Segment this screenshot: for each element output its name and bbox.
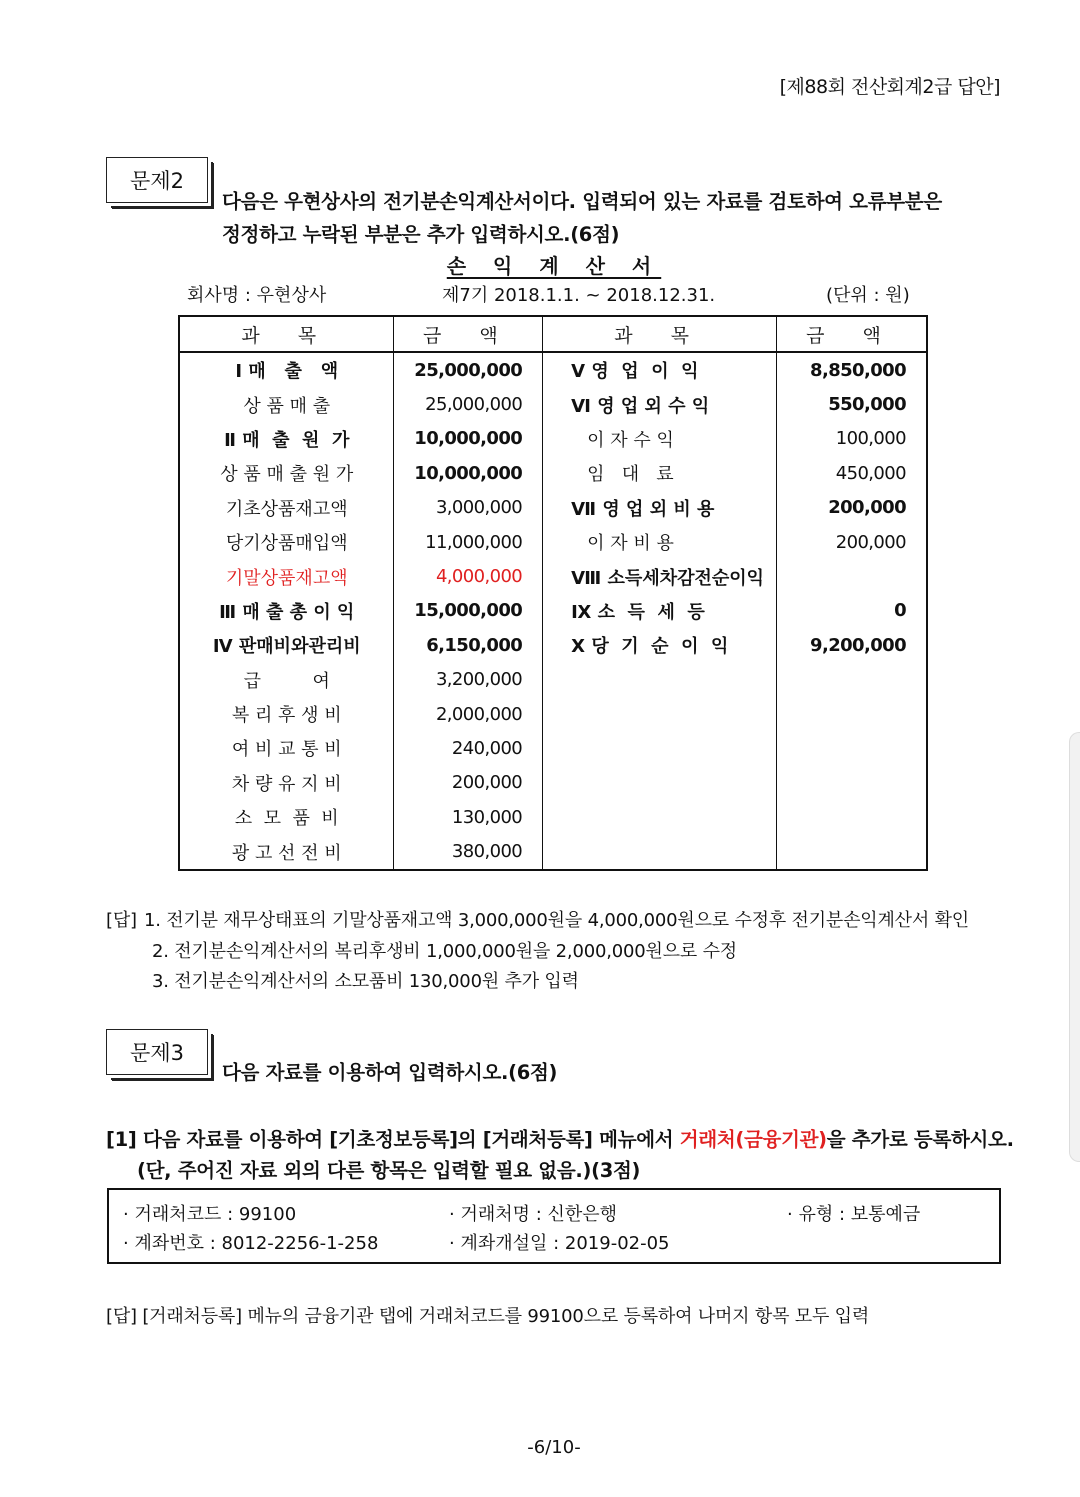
question-2-text-line1: 다음은 우현상사의 전기분손익계산서이다. 입력되어 있는 자료를 검토하여 오류부분은 [222, 190, 942, 213]
table-row [179, 525, 927, 559]
item-cell: Ⅶ 영 업 외 비 용 [543, 491, 777, 525]
header-item-right: 과 목 [543, 316, 777, 352]
amount-cell: 100,000 [776, 422, 927, 456]
vendor-name: · 거래처명 : 신한은행 [449, 1204, 618, 1225]
amount-cell [776, 697, 927, 731]
item-cell [543, 731, 777, 765]
item-cell: Ⅵ 영 업 외 수 익 [543, 387, 777, 421]
amount-cell [776, 731, 927, 765]
table-row [179, 594, 927, 628]
amount-cell [776, 559, 927, 593]
page-number: -6/10- [527, 1437, 581, 1458]
item-cell: 상 품 매 출 원 가 [179, 456, 394, 490]
amount-cell: 450,000 [776, 456, 927, 490]
question-2-text-line2: 정정하고 누락된 부분은 추가 입력하시오.(6점) [222, 223, 620, 246]
vendor-code: · 거래처코드 : 99100 [123, 1204, 297, 1225]
amount-cell: 15,000,000 [394, 594, 543, 628]
item-cell: 상 품 매 출 [179, 387, 394, 421]
vendor-info-box [107, 1188, 1001, 1264]
account-opened-date: · 계좌개설일 : 2019-02-05 [449, 1233, 670, 1254]
item-cell [543, 697, 777, 731]
answer-line-2: 2. 전기분손익계산서의 복리후생비 1,000,000원을 2,000,000원으로 수정 [152, 941, 737, 962]
answer-line-1: 1. 전기분 재무상태표의 기말상품재고액 3,000,000원을 4,000,000원으로 수정후 전기분손익계산서 확인 [144, 910, 969, 931]
unit-label: (단위 : 원) [826, 285, 910, 306]
table-row [179, 800, 927, 834]
item-cell [543, 766, 777, 800]
amount-cell [776, 766, 927, 800]
amount-cell: 3,200,000 [394, 663, 543, 697]
amount-cell: 9,200,000 [776, 628, 927, 662]
statement-title: 손 익 계 산 서 [446, 254, 662, 278]
income-statement-table [178, 315, 928, 871]
item-cell: 여 비 교 통 비 [179, 731, 394, 765]
vendor-type: · 유형 : 보통예금 [787, 1204, 921, 1225]
question-3-sub-1: [1] 다음 자료를 이용하여 [기초정보등록]의 [거래처등록] 메뉴에서 거래처(금융기관)을 추가로 등록하시오. [106, 1128, 1014, 1151]
item-cell: 임 대 료 [543, 456, 777, 490]
company-name: 회사명 : 우현상사 [187, 285, 327, 306]
item-cell: Ⅴ 영 업 이 익 [543, 352, 777, 387]
header-item-left: 과 목 [179, 316, 394, 352]
table-row [179, 387, 927, 421]
fiscal-period: 제7기 2018.1.1. ~ 2018.12.31. [442, 285, 716, 306]
item-cell: 기초상품재고액 [179, 491, 394, 525]
amount-cell: 240,000 [394, 731, 543, 765]
item-cell: Ⅱ 매 출 원 가 [179, 422, 394, 456]
table-row [179, 422, 927, 456]
highlight-text: 거래처(금융기관) [679, 1128, 827, 1151]
amount-cell: 4,000,000 [394, 559, 543, 593]
question-3-sub-1-note: (단, 주어진 자료 외의 다른 항목은 입력할 필요 없음.)(3점) [137, 1159, 641, 1182]
table-row [179, 456, 927, 490]
header-amount-right: 금 액 [776, 316, 927, 352]
table-row [179, 491, 927, 525]
amount-cell: 200,000 [776, 491, 927, 525]
table-row [179, 628, 927, 662]
item-cell: 이 자 수 익 [543, 422, 777, 456]
amount-cell: 3,000,000 [394, 491, 543, 525]
item-cell: 급 여 [179, 663, 394, 697]
item-cell [543, 663, 777, 697]
item-cell: Ⅰ 매 출 액 [179, 352, 394, 387]
table-row [179, 766, 927, 800]
item-cell: 기말상품재고액 [179, 559, 394, 593]
amount-cell: 10,000,000 [394, 422, 543, 456]
amount-cell: 2,000,000 [394, 697, 543, 731]
question-3-label: 문제3 [106, 1029, 208, 1075]
table-row-highlighted [179, 559, 927, 593]
amount-cell: 0 [776, 594, 927, 628]
amount-cell: 10,000,000 [394, 456, 543, 490]
table-header-row [179, 316, 927, 352]
amount-cell: 550,000 [776, 387, 927, 421]
amount-cell: 8,850,000 [776, 352, 927, 387]
item-cell: 당기상품매입액 [179, 525, 394, 559]
amount-cell: 25,000,000 [394, 387, 543, 421]
account-number: · 계좌번호 : 8012-2256-1-258 [123, 1233, 379, 1254]
answer-line-3: 3. 전기분손익계산서의 소모품비 130,000원 추가 입력 [152, 971, 579, 992]
item-cell: Ⅹ 당 기 순 이 익 [543, 628, 777, 662]
table-row [179, 731, 927, 765]
item-cell [543, 834, 777, 869]
item-cell: Ⅷ 소득세차감전순이익 [543, 559, 777, 593]
item-cell: Ⅲ 매 출 총 이 익 [179, 594, 394, 628]
item-cell [543, 800, 777, 834]
amount-cell: 200,000 [776, 525, 927, 559]
item-cell: 소 모 품 비 [179, 800, 394, 834]
table-row [179, 663, 927, 697]
exam-title: [제88회 전산회계2급 답안] [779, 76, 1000, 98]
amount-cell [776, 800, 927, 834]
amount-cell [776, 663, 927, 697]
question-2-label: 문제2 [106, 157, 208, 203]
amount-cell: 6,150,000 [394, 628, 543, 662]
amount-cell: 200,000 [394, 766, 543, 800]
item-cell: 차 량 유 지 비 [179, 766, 394, 800]
item-cell: 광 고 선 전 비 [179, 834, 394, 869]
answer-prefix: [답] [106, 910, 137, 931]
amount-cell: 130,000 [394, 800, 543, 834]
table-row [179, 352, 927, 387]
item-cell: Ⅳ 판매비와관리비 [179, 628, 394, 662]
item-cell: 이 자 비 용 [543, 525, 777, 559]
item-cell: Ⅸ 소 득 세 등 [543, 594, 777, 628]
question-3-text: 다음 자료를 이용하여 입력하시오.(6점) [222, 1061, 558, 1084]
table-row [179, 834, 927, 869]
question-3-answer: [답] [거래처등록] 메뉴의 금융기관 탭에 거래처코드를 99100으로 등록하여 나머지 항목 모두 입력 [106, 1306, 870, 1327]
amount-cell: 380,000 [394, 834, 543, 869]
amount-cell: 11,000,000 [394, 525, 543, 559]
header-amount-left: 금 액 [394, 316, 543, 352]
amount-cell: 25,000,000 [394, 352, 543, 387]
table-row [179, 697, 927, 731]
amount-cell [776, 834, 927, 869]
item-cell: 복 리 후 생 비 [179, 697, 394, 731]
scroll-handle[interactable] [1069, 732, 1080, 1162]
